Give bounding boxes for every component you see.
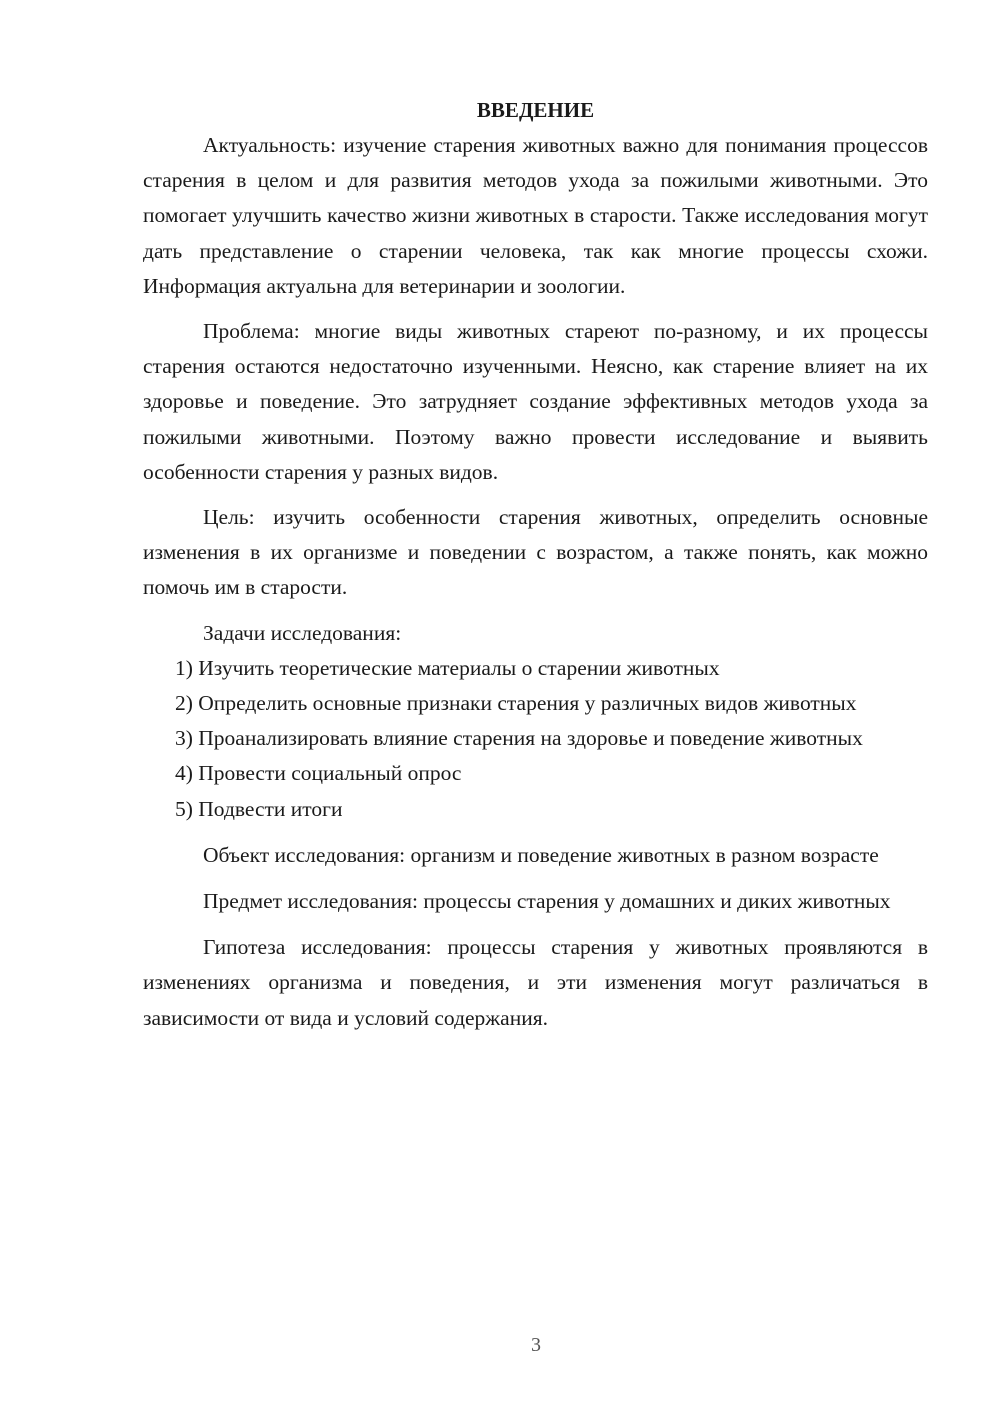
tasks-heading: Задачи исследования: xyxy=(203,620,402,645)
task-item: 1) Изучить теоретические материалы о старении животных xyxy=(175,655,720,680)
task-item: 2) Определить основные признаки старения у различных видов животных xyxy=(175,691,857,716)
task-item: 4) Провести социальный опрос xyxy=(175,761,462,786)
task-item: 5) Подвести итоги xyxy=(175,796,343,821)
object-paragraph: Объект исследования: организм и поведение животных в разном возрасте xyxy=(203,842,879,867)
task-item: 3) Проанализировать влияние старения на здоровье и поведение животных xyxy=(175,726,863,751)
hypothesis-paragraph: Гипотеза исследования: процессы старения у животных проявляются в изменениях организма и поведения, и эти изменения могут различаться в зависимости от вида и условий содержания. xyxy=(143,935,928,1030)
relevance-paragraph: Актуальность: изучение старения животных важно для понимания процессов старения в целом и для развития методов ухода за пожилыми животными. Это помогает улучшить качество жизни животных в старости. Также исследования могут дать представление о старении человека, так как многие процессы схожи. Информация актуальна для ветеринарии и зоологии. xyxy=(143,133,928,298)
subject-paragraph: Предмет исследования: процессы старения у домашних и диких животных xyxy=(203,889,891,914)
page-number: 3 xyxy=(531,1334,541,1356)
problem-paragraph: Проблема: многие виды животных стареют по-разному, и их процессы старения остаются недостаточно изученными. Неясно, как старение влияет на их здоровье и поведение. Это затрудняет создание эффективных методов ухода за пожилыми животными. Поэтому важно провести исследование и выявить особенности старения у разных видов. xyxy=(143,319,928,484)
document-page xyxy=(143,92,928,1036)
section-title: ВВЕДЕНИЕ xyxy=(476,98,595,122)
goal-paragraph: Цель: изучить особенности старения животных, определить основные изменения в их организме и поведении с возрастом, а также понять, как можно помочь им в старости. xyxy=(143,505,928,600)
